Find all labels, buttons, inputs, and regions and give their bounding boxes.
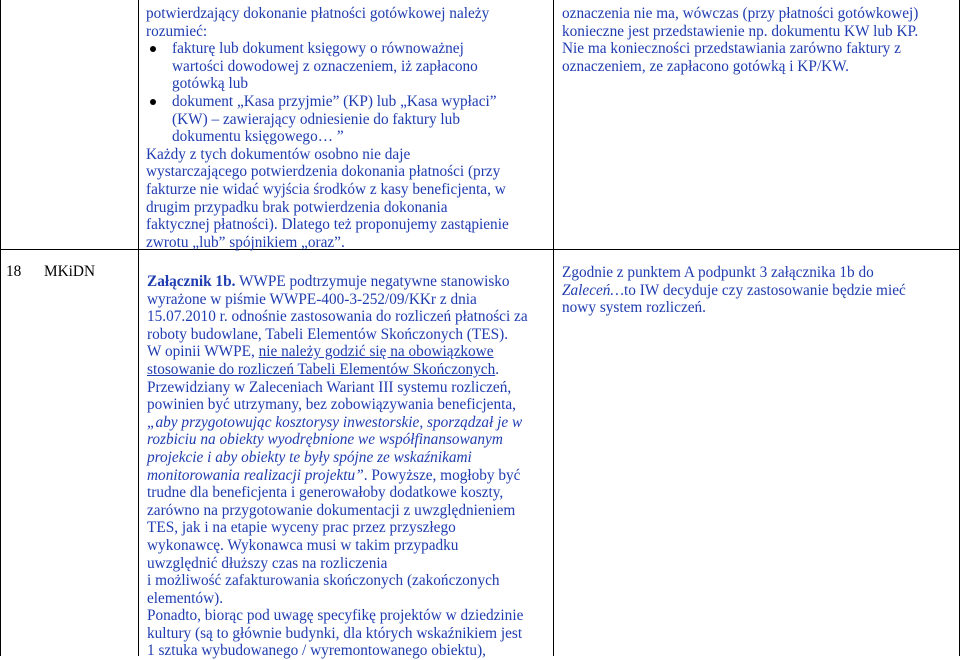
text-line bbox=[147, 343, 551, 361]
text-line: uwzględnić dłuższy czas na rozliczenia bbox=[147, 554, 388, 572]
text-line bbox=[147, 273, 551, 291]
text-line: 15.07.2010 r. odnośnie zastosowania do rozliczeń płatności za bbox=[147, 308, 528, 326]
opinion-prefix: W opinii WWPE, bbox=[147, 343, 259, 361]
text-line: roboty budowlane, Tabeli Elementów Skończonych (TES). bbox=[147, 325, 509, 343]
text-line: kultury (są to głównie budynki, dla których wskaźnikiem jest bbox=[147, 624, 523, 642]
text-line: drugim przypadku brak potwierdzenia dokonania bbox=[146, 198, 448, 216]
row-18-comment bbox=[147, 273, 551, 660]
table-border-left bbox=[0, 0, 1, 656]
text-line bbox=[562, 282, 956, 300]
text-line: Nie ma konieczności przedstawiania zarówno faktury z bbox=[562, 40, 901, 58]
text-line: rozbiciu na obiekty wyodrębnione we współfinansowanym bbox=[147, 431, 503, 449]
text-line: oznaczenia nie ma, wówczas (przy płatności gotówkowej) bbox=[562, 5, 919, 22]
row-number-value: 18 bbox=[6, 263, 22, 280]
opinion-underlined: nie należy godzić się na obowiązkowe bbox=[258, 343, 494, 361]
text-line: Przewidziany w Zaleceniach Wariant III systemu rozliczeń, bbox=[147, 378, 512, 396]
top-row-comment bbox=[146, 5, 550, 251]
text-line: wykonawcę. Wykonawca musi w takim przypadku bbox=[147, 536, 459, 554]
text-line: 1 sztuka wybudowanego / wyremontowanego obiektu), bbox=[147, 642, 487, 660]
text-line: Ponadto, biorąc pod uwagę specyfikę projektów w dziedzinie bbox=[147, 607, 524, 625]
text-line: gotówką lub bbox=[172, 75, 249, 93]
text-line: nowy system rozliczeń. bbox=[562, 299, 707, 317]
table-divider-1 bbox=[138, 0, 139, 656]
text-line: rozumieć: bbox=[146, 22, 208, 40]
text-line: wyrażone w piśmie WWPE-400-3-252/09/KKr z dnia bbox=[147, 290, 477, 308]
text-line: zwrotu „lub” spójnikiem „oraz”. bbox=[146, 233, 345, 251]
text-line: trudne dla beneficjenta i generowałoby dodatkowe koszty, bbox=[147, 484, 504, 502]
heading-rest: WWPE podtrzymuje negatywne stanowisko bbox=[235, 273, 510, 290]
italic-quote-end: monitorowania realizacji projektu” bbox=[147, 466, 364, 484]
text-line: fakturę lub dokument księgowy o równoważnej bbox=[172, 40, 464, 58]
after-quote: . Powyższe, mogłoby być bbox=[363, 466, 521, 484]
text-line: „aby przygotowując kosztorysy inwestorskie, sporządzał je w bbox=[147, 413, 523, 431]
text-line: dokumentu księgowego… ” bbox=[172, 128, 344, 146]
opinion-underlined: stosowanie do rozliczeń Tabeli Elementów Skończonych bbox=[147, 360, 496, 378]
text-line: elementów). bbox=[147, 589, 224, 607]
text-line: fakturze nie widać wyjścia środków z kasy beneficjenta, w bbox=[146, 180, 506, 198]
text-line: projekcie i aby obiekty te były spójne ze wskaźnikami bbox=[147, 448, 472, 466]
text-line: (KW) – zawierający odniesienie do faktury lub bbox=[172, 110, 460, 128]
text-line: dokument „Kasa przyjmie” (KP) lub „Kasa wypłaci” bbox=[172, 92, 497, 110]
text-line bbox=[147, 467, 551, 485]
text-line: konieczne jest przedstawienie np. dokumentu KW lub KP. bbox=[562, 22, 919, 40]
text-line: powinien być utrzymany, bez zobowiązywania beneficjenta, bbox=[147, 396, 516, 414]
italic-ref: Zaleceń… bbox=[562, 281, 625, 299]
text-line bbox=[147, 361, 551, 379]
text-line: i możliwość zafakturowania skończonych (zakończonych bbox=[147, 572, 500, 590]
row-author bbox=[44, 263, 95, 281]
text-line: faktycznej płatności). Dlatego też proponujemy zastąpienie bbox=[146, 216, 509, 234]
attachment-heading: Załącznik 1b. bbox=[147, 273, 236, 290]
text-line: wystarczającego potwierdzenia dokonania płatności (przy bbox=[146, 163, 501, 181]
row-number bbox=[6, 263, 21, 281]
row-author-value: MKiDN bbox=[44, 263, 95, 280]
text-rest: to IW decyduje czy zastosowanie będzie mieć bbox=[624, 281, 906, 299]
text-line: oznaczeniem, ze zapłacono gotówką i KP/KW. bbox=[562, 57, 849, 75]
table-divider-2 bbox=[553, 0, 554, 656]
text-line: Każdy z tych dokumentów osobno nie daje bbox=[146, 145, 411, 163]
text-line: potwierdzający dokonanie płatności gotówkowej należy bbox=[146, 5, 490, 22]
top-row-response bbox=[562, 5, 956, 75]
text-line: zarówno na przygotowanie dokumentacji z uwzględnieniem bbox=[147, 501, 516, 519]
text-line: TES, jak i na etapie wyceny prac przez przyszłego bbox=[147, 519, 456, 537]
text-line: wartości dowodowej z oznaczeniem, iż zapłacono bbox=[172, 57, 478, 75]
row-18-response bbox=[562, 264, 956, 317]
bullet-item bbox=[146, 40, 550, 93]
opinion-end: . bbox=[495, 360, 500, 378]
text-line: Zgodnie z punktem A podpunkt 3 załącznika 1b do bbox=[562, 264, 874, 281]
bullet-item bbox=[146, 93, 550, 146]
